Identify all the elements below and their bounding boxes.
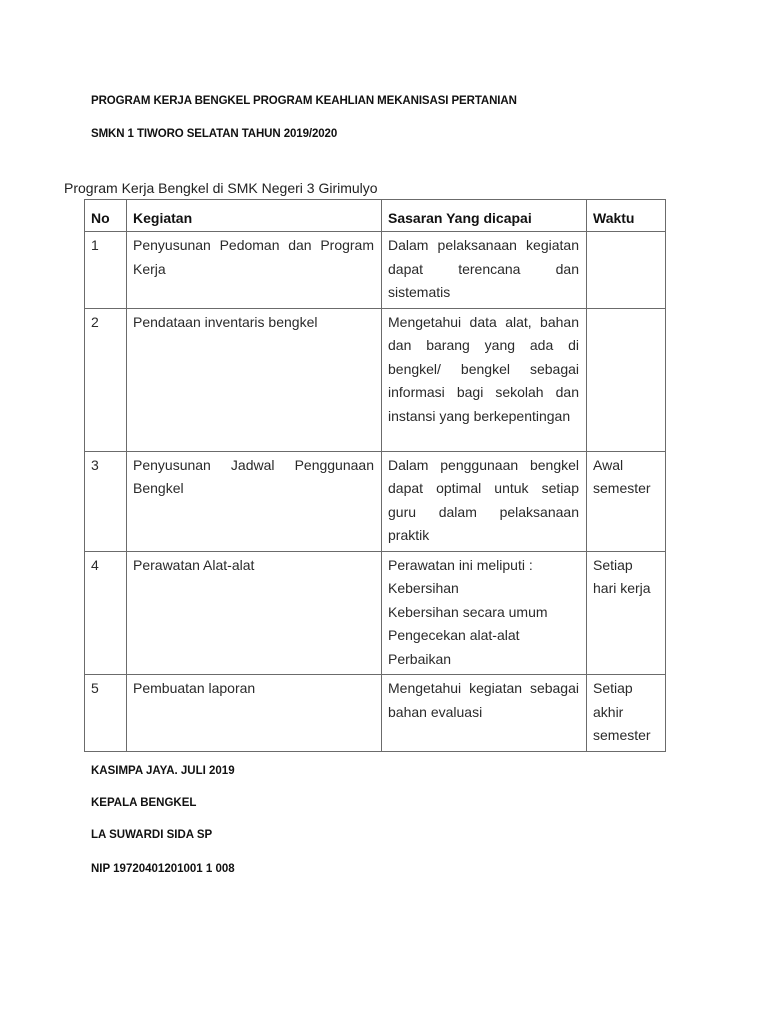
cell-no: 5 xyxy=(85,675,127,752)
cell-kegiatan: Pembuatan laporan xyxy=(127,675,382,752)
work-program-table xyxy=(84,199,666,752)
header-sasaran: Sasaran Yang dicapai xyxy=(382,200,587,232)
cell-waktu: Awal semester xyxy=(587,451,666,551)
signature-role: KEPALA BENGKEL xyxy=(91,797,197,809)
sasaran-line: Kebersihan xyxy=(388,580,459,596)
cell-sasaran xyxy=(382,551,587,675)
signature-place-date: KASIMPA JAYA. JULI 2019 xyxy=(91,765,235,777)
cell-sasaran: Dalam penggunaan bengkel dapat optimal untuk setiap guru dalam pelaksanaan praktik xyxy=(382,451,587,551)
cell-waktu: Setiap hari kerja xyxy=(587,551,666,675)
table-row xyxy=(85,551,666,675)
cell-sasaran: Dalam pelaksanaan kegiatan dapat terencana dan sistematis xyxy=(382,232,587,309)
document-subtitle: SMKN 1 TIWORO SELATAN TAHUN 2019/2020 xyxy=(91,128,338,140)
table-header-row xyxy=(85,200,666,232)
cell-kegiatan: Penyusunan Pedoman dan Program Kerja xyxy=(127,232,382,309)
cell-no: 4 xyxy=(85,551,127,675)
sasaran-line: Pengecekan alat-alat xyxy=(388,627,520,643)
table-row xyxy=(85,308,666,451)
header-kegiatan: Kegiatan xyxy=(127,200,382,232)
signature-nip: NIP 19720401201001 1 008 xyxy=(91,863,235,875)
table-row xyxy=(85,232,666,309)
cell-waktu xyxy=(587,232,666,309)
header-waktu: Waktu xyxy=(587,200,666,232)
table-row xyxy=(85,675,666,752)
document-title: PROGRAM KERJA BENGKEL PROGRAM KEAHLIAN MEKANISASI PERTANIAN xyxy=(91,95,517,107)
sasaran-line: Perawatan ini meliputi : xyxy=(388,556,533,573)
cell-waktu xyxy=(587,308,666,451)
table-caption: Program Kerja Bengkel di SMK Negeri 3 Girimulyo xyxy=(64,180,378,196)
cell-no: 2 xyxy=(85,308,127,451)
signature-name: LA SUWARDI SIDA SP xyxy=(91,829,213,841)
cell-sasaran: Mengetahui data alat, bahan dan barang yang ada di bengkel/ bengkel sebagai informasi bagi sekolah dan instansi yang berkepentingan xyxy=(382,308,587,451)
table-row xyxy=(85,451,666,551)
cell-no: 3 xyxy=(85,451,127,551)
cell-sasaran: Mengetahui kegiatan sebagai bahan evaluasi xyxy=(382,675,587,752)
cell-waktu: Setiap akhir semester xyxy=(587,675,666,752)
sasaran-line: Kebersihan secara umum xyxy=(388,603,548,620)
cell-kegiatan: Perawatan Alat-alat xyxy=(127,551,382,675)
cell-kegiatan: Penyusunan Jadwal Penggunaan Bengkel xyxy=(127,451,382,551)
cell-no: 1 xyxy=(85,232,127,309)
cell-kegiatan: Pendataan inventaris bengkel xyxy=(127,308,382,451)
sasaran-line: Perbaikan xyxy=(388,650,452,667)
header-no: No xyxy=(85,200,127,232)
